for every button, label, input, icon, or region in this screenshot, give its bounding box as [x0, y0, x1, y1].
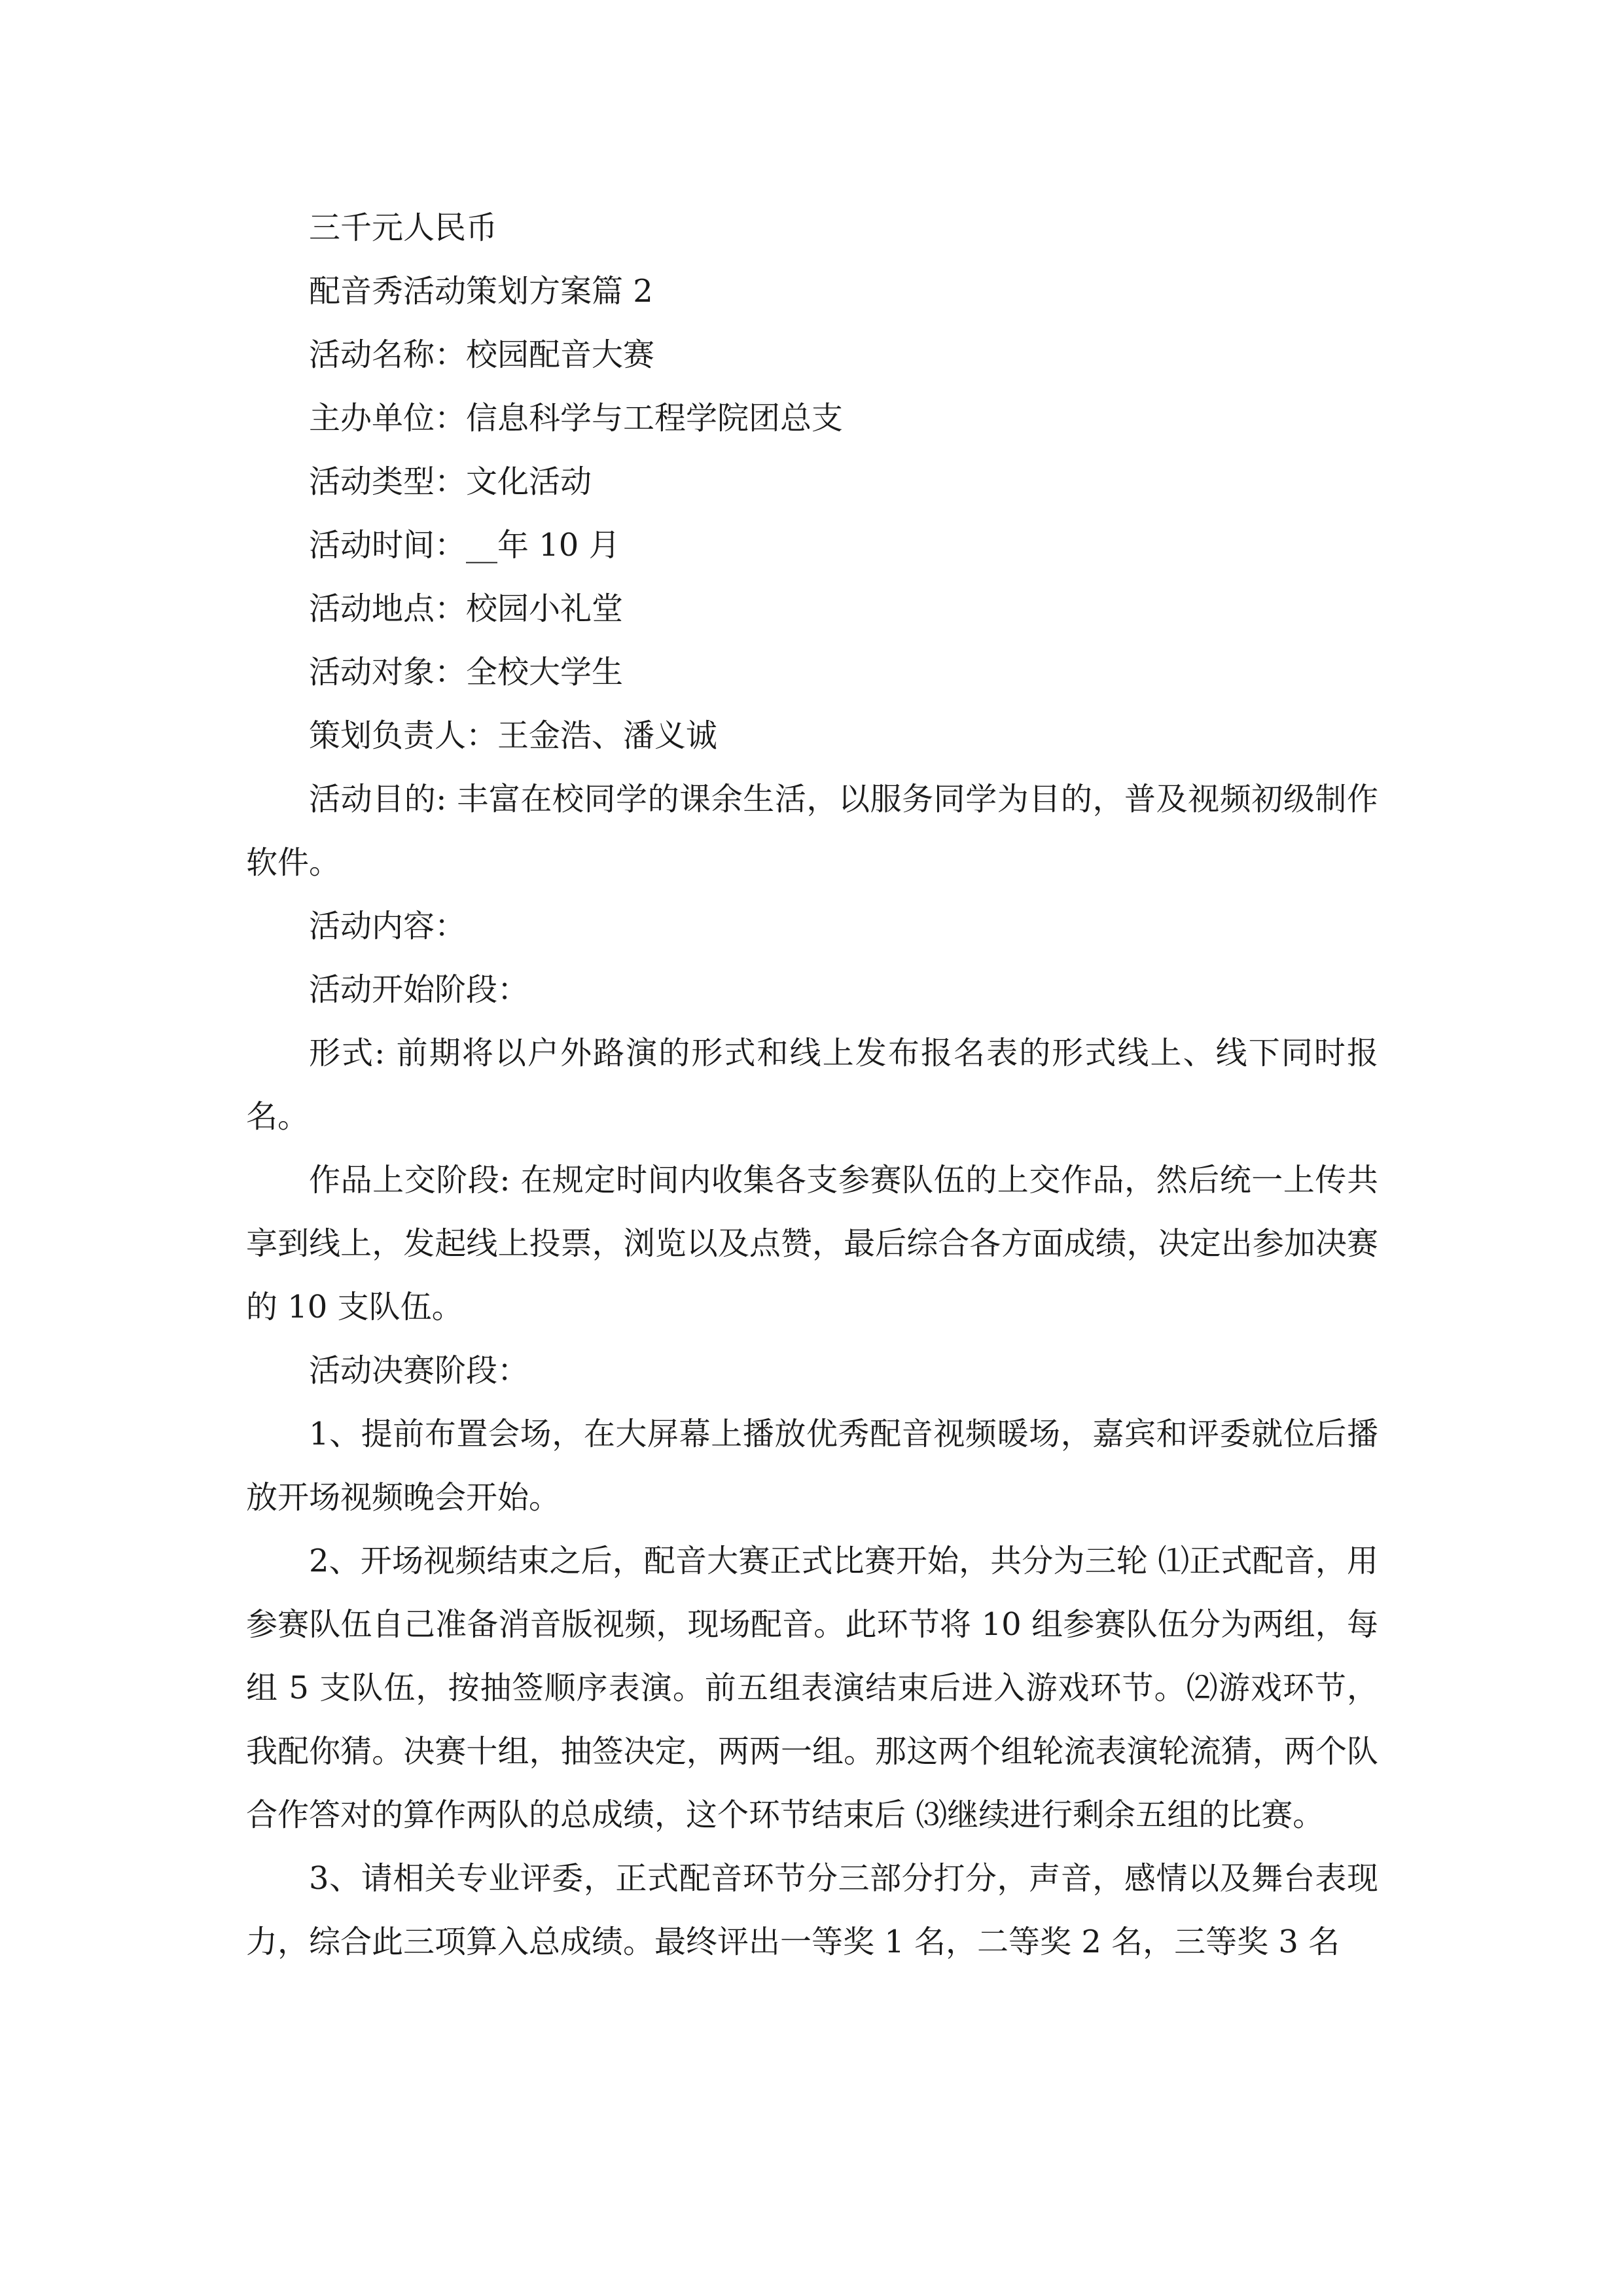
paragraph-step-3: 3、请相关专业评委，正式配音环节分三部分打分，声音，感情以及舞台表现力，综合此三项算入总成绩。最终评出一等奖 1 名，二等奖 2 名，三等奖 3 名: [246, 1860, 1378, 1960]
paragraph-event-type: 活动类型：文化活动: [309, 463, 592, 500]
document-page: [246, 196, 1378, 1974]
paragraph-format: 形式: 前期将以户外路演的形式和线上发布报名表的形式线上、线下同时报名。: [246, 1035, 1378, 1135]
paragraph-final-stage: 活动决赛阶段：: [309, 1352, 529, 1389]
paragraph-event-location: 活动地点：校园小礼堂: [309, 590, 624, 627]
paragraph-section-title: 配音秀活动策划方案篇 2: [309, 273, 653, 310]
paragraph-content-heading: 活动内容：: [309, 908, 467, 944]
paragraph-step-1: 1、提前布置会场，在大屏幕上播放优秀配音视频暖场，嘉宾和评委就位后播放开场视频晚会开始。: [246, 1416, 1378, 1516]
paragraph-event-name: 活动名称：校园配音大赛: [309, 336, 655, 373]
paragraph-organizer: 主办单位：信息科学与工程学院团总支: [309, 400, 844, 437]
paragraph-step-2: 2、开场视频结束之后，配音大赛正式比赛开始，共分为三轮 ⑴正式配音，用参赛队伍自己准备消音版视频，现场配音。此环节将 10 组参赛队伍分为两组，每组 5 支队伍，按抽签顺序表演。前五组表演结束后进入游戏环节。⑵游戏环节，我配你猜。决赛十组，抽签决定，两两一组。那这两个组轮流表演轮流猜，两个队合作答对的算作两队的总成绩，这个环节结束后 ⑶继续进行剩余五组的比赛。: [246, 1543, 1378, 1833]
paragraph-submission-stage: 作品上交阶段: 在规定时间内收集各支参赛队伍的上交作品，然后统一上传共享到线上，发起线上投票，浏览以及点赞，最后综合各方面成绩，决定出参加决赛的 10 支队伍。: [246, 1162, 1378, 1325]
paragraph-event-time: 活动时间：__年 10 月: [309, 527, 620, 564]
paragraph-event-audience: 活动对象：全校大学生: [309, 654, 624, 691]
paragraph-amount: 三千元人民币: [309, 209, 498, 246]
paragraph-purpose: 活动目的: 丰富在校同学的课余生活，以服务同学为目的，普及视频初级制作软件。: [246, 781, 1378, 881]
paragraph-start-stage: 活动开始阶段：: [309, 971, 529, 1008]
paragraph-planners: 策划负责人：王金浩、潘义诚: [309, 717, 718, 754]
